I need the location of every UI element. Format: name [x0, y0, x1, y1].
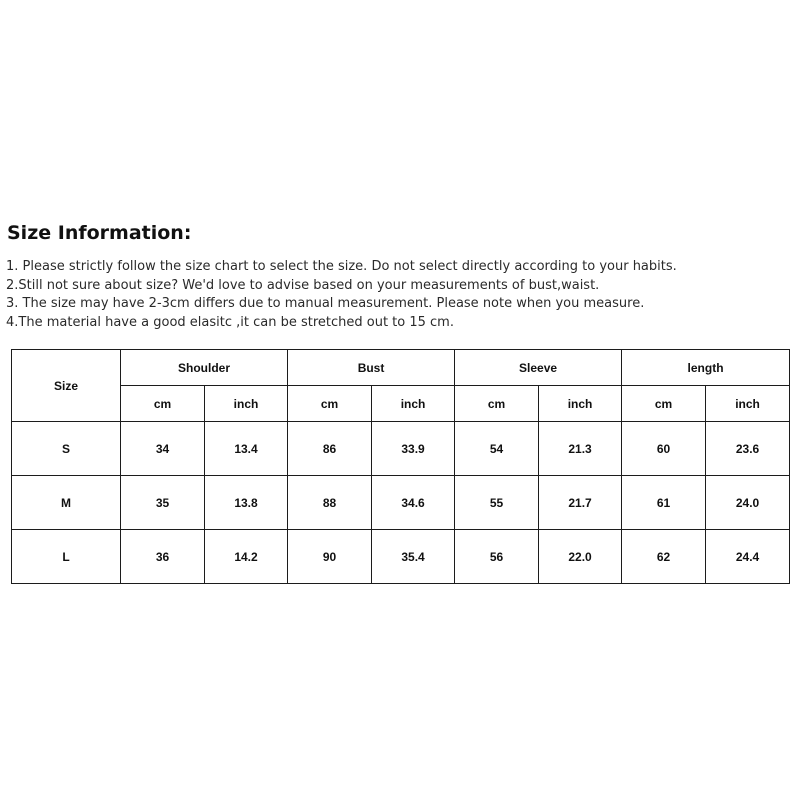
size-column-header: Size — [12, 350, 121, 422]
table-header-row — [12, 350, 790, 386]
length-header: length — [622, 350, 790, 386]
note-item: 1. Please strictly follow the size chart to select the size. Do not select directly according to your habits. — [6, 259, 677, 274]
table-cell: 13.4 — [205, 422, 288, 476]
unit-header: inch — [372, 386, 455, 422]
bust-header: Bust — [288, 350, 455, 386]
table-cell: 56 — [455, 530, 539, 584]
size-chart-table — [11, 349, 790, 584]
table-cell: 90 — [288, 530, 372, 584]
table-cell: 61 — [622, 476, 706, 530]
table-cell: 24.0 — [706, 476, 790, 530]
table-cell: 13.8 — [205, 476, 288, 530]
unit-header: cm — [622, 386, 706, 422]
shoulder-header: Shoulder — [121, 350, 288, 386]
unit-header: inch — [706, 386, 790, 422]
table-row — [12, 422, 790, 476]
unit-header: cm — [121, 386, 205, 422]
table-cell: 34.6 — [372, 476, 455, 530]
note-item: 4.The material have a good elasitc ,it can be stretched out to 15 cm. — [6, 314, 454, 330]
table-row — [12, 476, 790, 530]
table-row — [12, 530, 790, 584]
table-cell: 23.6 — [706, 422, 790, 476]
note-item: 2.Still not sure about size? We'd love to advise based on your measurements of bust,waist. — [6, 277, 600, 293]
table-cell: 33.9 — [372, 422, 455, 476]
table-cell: 14.2 — [205, 530, 288, 584]
unit-header: inch — [539, 386, 622, 422]
table-cell: 60 — [622, 422, 706, 476]
table-cell: 34 — [121, 422, 205, 476]
table-cell: 54 — [455, 422, 539, 476]
table-unit-row — [12, 386, 790, 422]
table-cell: 36 — [121, 530, 205, 584]
size-label: L — [12, 530, 121, 584]
table-cell: 35.4 — [372, 530, 455, 584]
table-cell: 21.7 — [539, 476, 622, 530]
table-cell: 62 — [622, 530, 706, 584]
table-cell: 55 — [455, 476, 539, 530]
table-cell: 22.0 — [539, 530, 622, 584]
note-item: 3. The size may have 2-3cm differs due to manual measurement. Please note when you measure. — [6, 296, 645, 311]
size-label: S — [12, 422, 121, 476]
page-title: Size Information: — [7, 222, 192, 244]
table-cell: 21.3 — [539, 422, 622, 476]
sleeve-header: Sleeve — [455, 350, 622, 386]
table-cell: 35 — [121, 476, 205, 530]
table-cell: 24.4 — [706, 530, 790, 584]
table-cell: 86 — [288, 422, 372, 476]
table-cell: 88 — [288, 476, 372, 530]
unit-header: cm — [455, 386, 539, 422]
size-label: M — [12, 476, 121, 530]
unit-header: inch — [205, 386, 288, 422]
notes-list — [6, 258, 677, 332]
unit-header: cm — [288, 386, 372, 422]
